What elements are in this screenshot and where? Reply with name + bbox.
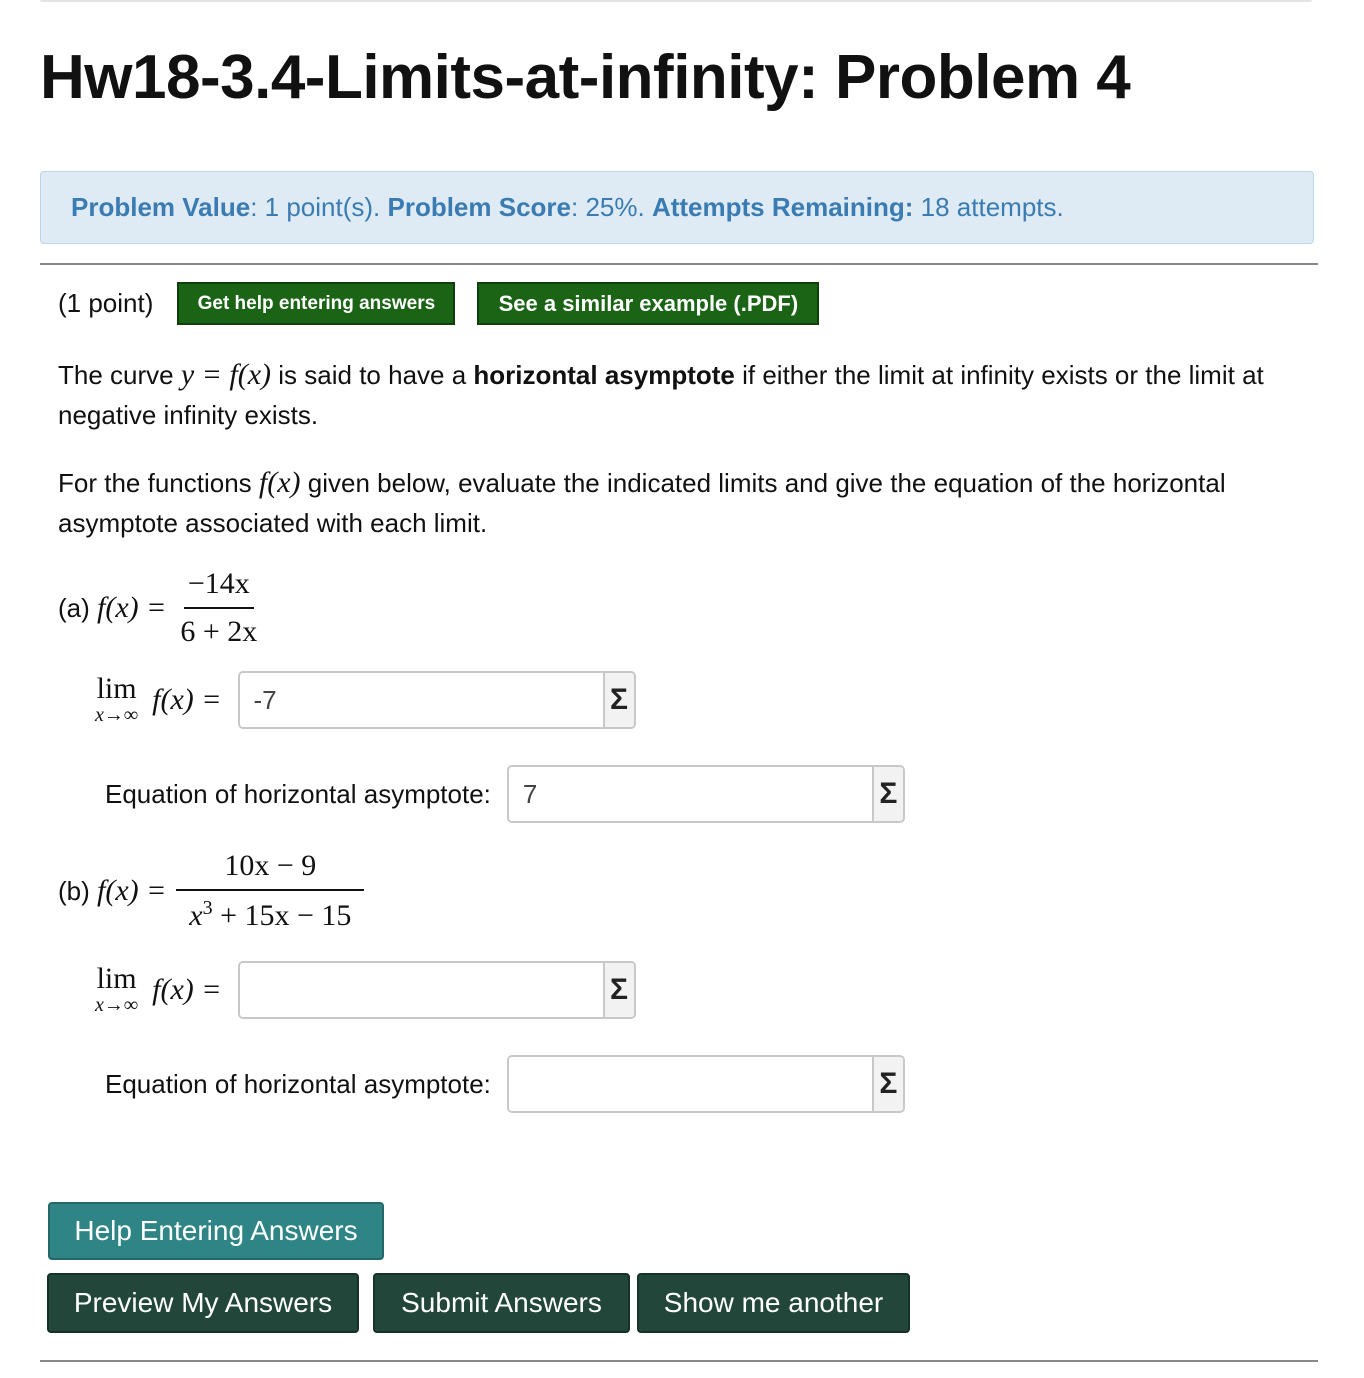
intro-text-2: is said to have a [278, 360, 467, 390]
part-a-function [58, 567, 261, 649]
help-entering-answers-button[interactable]: Help Entering Answers [48, 1202, 384, 1260]
problem-score: : 25%. [571, 192, 645, 222]
part-a-func: f(x) = [97, 591, 167, 624]
part-b-function [58, 849, 364, 933]
part-a-numerator: −14x [184, 567, 254, 609]
part-b-lim-func: f(x) = [152, 973, 222, 1006]
intro-paragraph [58, 355, 1288, 435]
lim-subscript: x→∞ [95, 704, 139, 726]
sigma-icon[interactable]: Σ [872, 767, 903, 821]
problem-info-bar [40, 171, 1314, 244]
part-b-den-rest: + 15x − 15 [212, 899, 352, 932]
intro-math: y = f(x) [180, 358, 272, 391]
part-b-fraction [176, 849, 364, 933]
show-another-button[interactable]: Show me another [637, 1273, 910, 1333]
part-b-limit-row [95, 961, 636, 1019]
attempts-remaining: 18 attempts. [920, 192, 1064, 222]
instr-math: f(x) [258, 466, 301, 499]
bottom-divider [40, 1360, 1318, 1362]
problem-score-label: Problem Score [387, 192, 571, 222]
part-b-asymptote-input[interactable] [509, 1057, 872, 1111]
similar-example-link[interactable]: See a similar example (.PDF) [477, 282, 819, 325]
preview-answers-button[interactable]: Preview My Answers [47, 1273, 359, 1333]
part-b-lim [95, 964, 138, 1016]
part-a-eq-label: Equation of horizontal asymptote: [105, 778, 491, 809]
part-b-den-exponent: 3 [202, 897, 213, 919]
part-b-func: f(x) = [97, 874, 167, 907]
sigma-icon[interactable]: Σ [603, 673, 634, 727]
part-b-asymptote-answer-box [507, 1055, 905, 1113]
part-a-limit-row [95, 671, 636, 729]
part-b-asymptote-row [105, 1055, 905, 1113]
part-b-eq-label: Equation of horizontal asymptote: [105, 1068, 491, 1099]
part-a-denominator: 6 + 2x [180, 615, 258, 648]
part-a-lim [95, 674, 138, 726]
sigma-icon[interactable]: Σ [603, 963, 634, 1017]
instr-text-1: For the functions [58, 468, 252, 498]
page-title: Hw18-3.4-Limits-at-infinity: Problem 4 [40, 43, 1131, 112]
intro-text-1: The curve [58, 360, 174, 390]
help-entering-answers-link[interactable]: Get help entering answers [177, 282, 455, 325]
part-b-limit-input[interactable] [240, 963, 603, 1017]
part-b-den-x: x [189, 899, 203, 932]
part-a-label: (a) [58, 592, 90, 623]
lim-word: lim [96, 672, 137, 705]
problem-value-label: Problem Value [71, 192, 251, 222]
part-a-limit-answer-box [238, 671, 636, 729]
lim-word: lim [96, 962, 137, 995]
instruction-paragraph [58, 463, 1288, 543]
sigma-icon[interactable]: Σ [872, 1057, 903, 1111]
part-a-asymptote-row [105, 765, 905, 823]
attempts-label: Attempts Remaining: [651, 192, 914, 222]
part-b-label: (b) [58, 875, 90, 906]
part-a-asymptote-input[interactable] [509, 767, 872, 821]
part-a-asymptote-answer-box [507, 765, 905, 823]
part-a-lim-func: f(x) = [152, 683, 222, 716]
part-b-limit-answer-box [238, 961, 636, 1019]
submit-answers-button[interactable]: Submit Answers [373, 1273, 630, 1333]
part-a-limit-input[interactable] [240, 673, 603, 727]
instr-text-2: given below, evaluate the indicated limits and give the equation of the horizontal asymptote associated with each limit. [58, 468, 1226, 538]
part-b-numerator: 10x − 9 [176, 849, 364, 891]
top-divider [40, 0, 1312, 2]
intro-text-3: if either the limit at infinity exists or the limit at negative infinity exists. [58, 360, 1264, 430]
part-a-fraction [176, 567, 261, 649]
lim-subscript: x→∞ [95, 994, 139, 1016]
problem-points: (1 point) [58, 288, 154, 318]
intro-bold: horizontal asymptote [473, 360, 735, 390]
problem-body [40, 265, 1318, 1161]
part-b-denominator [185, 891, 355, 933]
problem-value: : 1 point(s). [250, 192, 381, 222]
